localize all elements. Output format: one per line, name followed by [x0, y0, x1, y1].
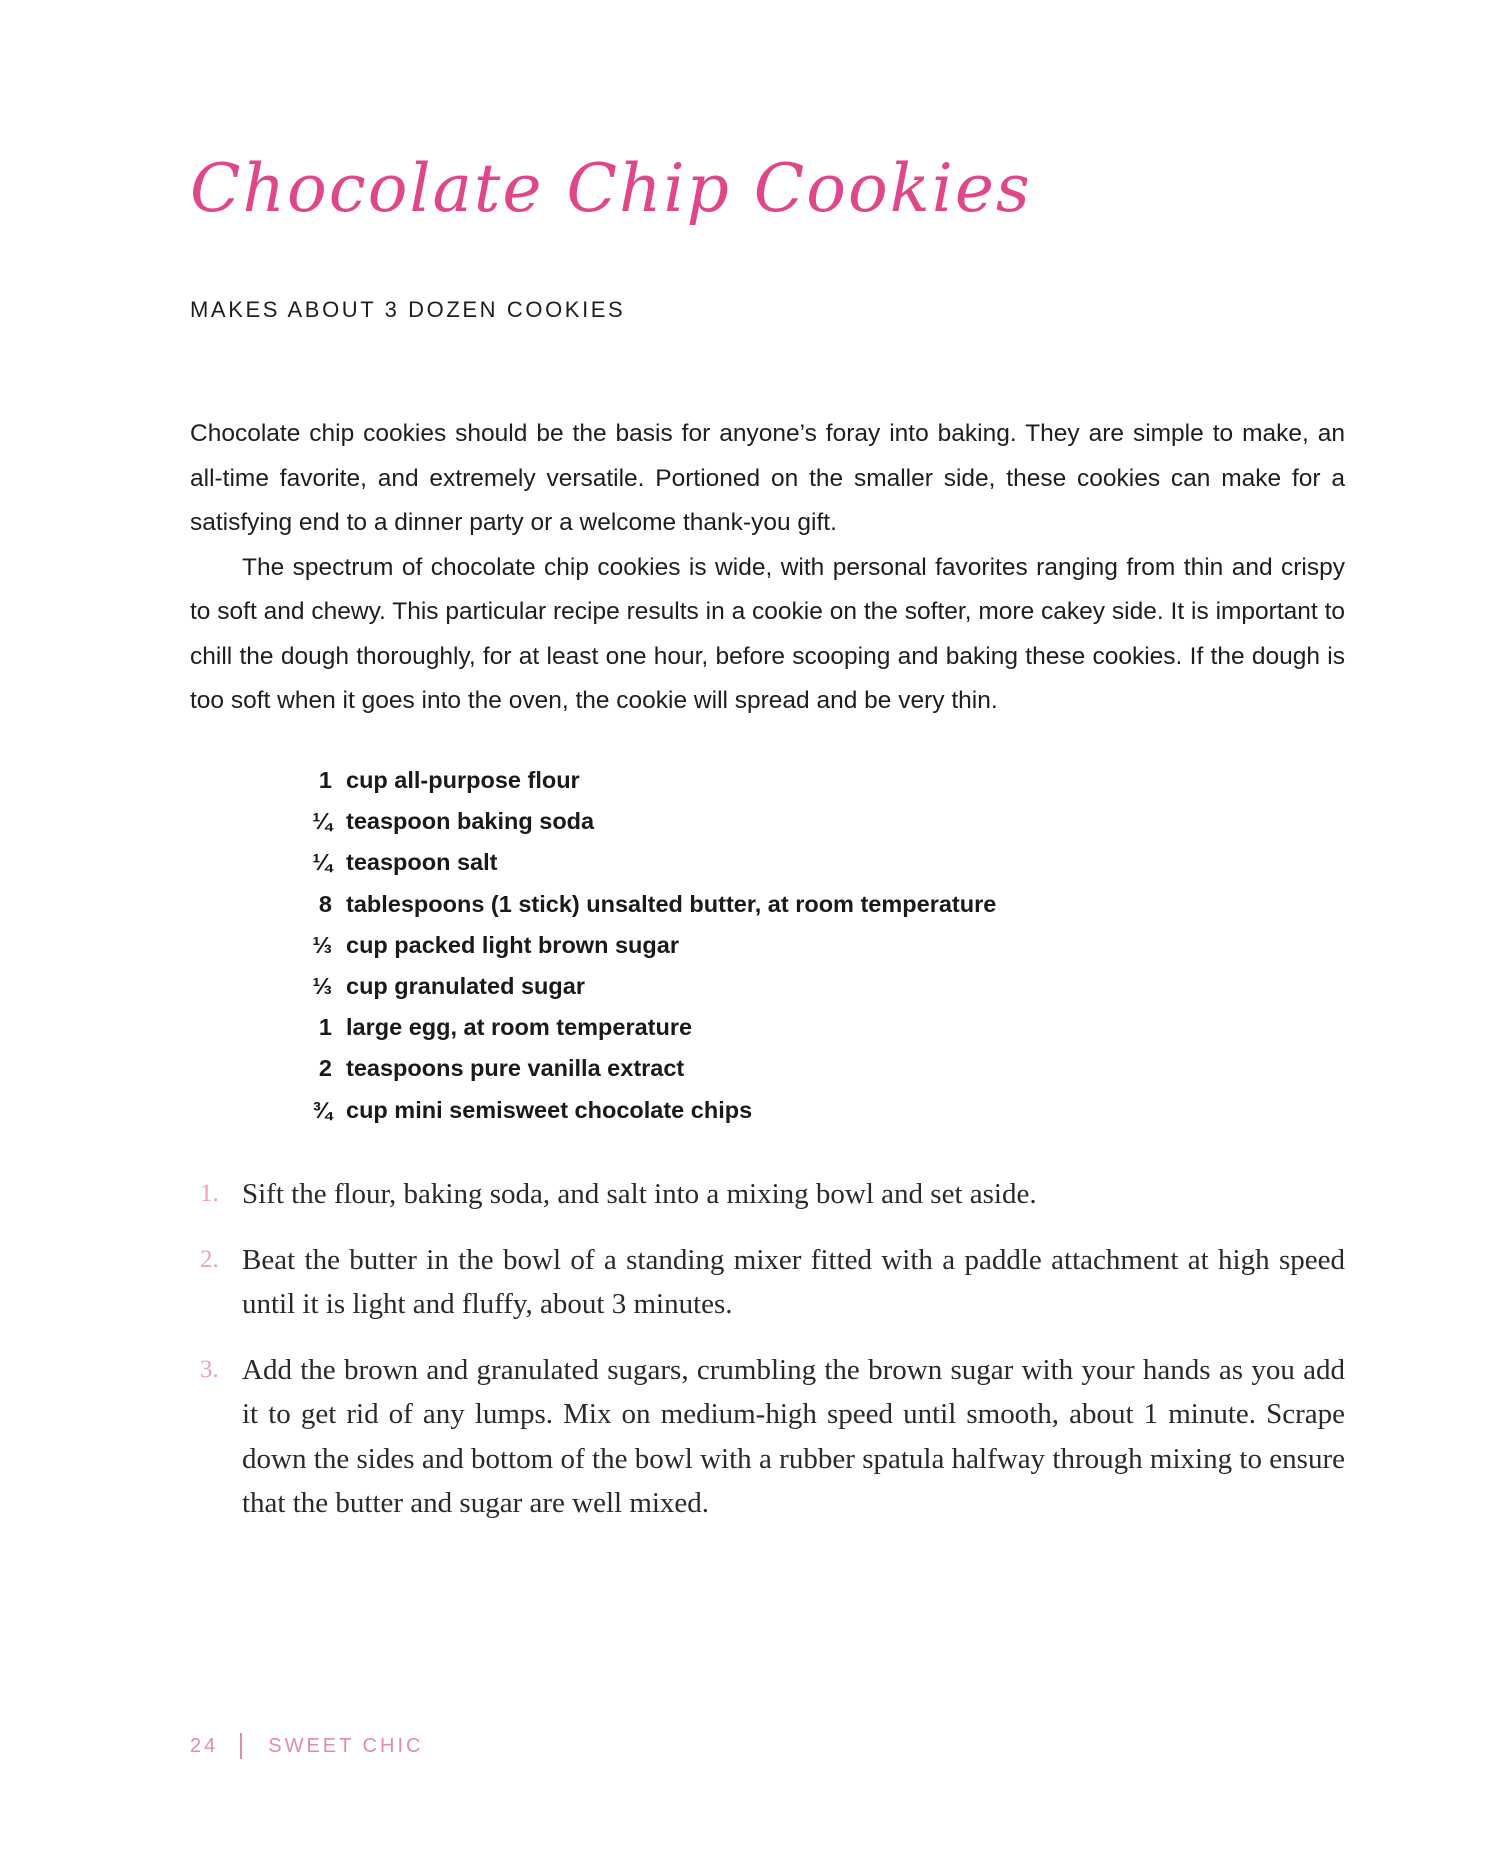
ingredient-item: [300, 1048, 996, 1089]
step-text: Sift the flour, baking soda, and salt into a mixing bowl and set aside.: [242, 1178, 1037, 1210]
ingredient-name: teaspoon baking soda: [346, 808, 595, 835]
ingredient-item: [300, 842, 996, 883]
ingredient-quantity: ¼: [312, 849, 332, 876]
ingredient-name: cup granulated sugar: [346, 973, 585, 1000]
step-item: [200, 1238, 1345, 1327]
book-title: SWEET CHIC: [268, 1734, 424, 1757]
intro-paragraph: Chocolate chip cookies should be the basis for anyone’s foray into baking. They are simple to make, an all-time favorite, and extremely versatile. Portioned on the smaller side, these cookies can make for a satisfying end to a dinner party or a welcome thank-you gift.: [190, 420, 1345, 536]
ingredient-name: large egg, at room temperature: [346, 1014, 693, 1041]
ingredient-item: [300, 925, 996, 966]
ingredient-name: cup all-purpose flour: [346, 767, 580, 793]
page-number: 24: [190, 1734, 219, 1757]
step-item: [200, 1172, 1345, 1217]
ingredient-quantity: ⅓: [312, 973, 332, 1000]
recipe-yield: MAKES ABOUT 3 DOZEN COOKIES: [190, 297, 626, 322]
step-number: 1.: [200, 1180, 219, 1207]
ingredient-name: teaspoons pure vanilla extract: [346, 1055, 685, 1082]
footer-divider: [240, 1733, 242, 1759]
ingredient-name: teaspoon salt: [346, 849, 498, 876]
recipe-intro: [190, 412, 1345, 724]
ingredient-quantity: 2: [318, 1055, 332, 1082]
ingredient-name: cup packed light brown sugar: [346, 931, 679, 958]
step-text: Beat the butter in the bowl of a standing mixer fitted with a paddle attachment at high speed until it is light and fluffy, about 3 minutes.: [242, 1243, 1345, 1320]
ingredient-name: tablespoons (1 stick) unsalted butter, at room temperature: [346, 890, 997, 917]
ingredient-item: [300, 1090, 996, 1131]
ingredient-item: [300, 966, 996, 1007]
ingredient-item: [300, 884, 996, 925]
ingredient-quantity: ¼: [312, 808, 332, 835]
page-footer: [190, 1733, 423, 1759]
ingredient-list: [300, 760, 996, 1131]
method-steps: [200, 1172, 1345, 1547]
ingredient-item: [300, 1007, 996, 1048]
ingredient-quantity: 8: [318, 890, 332, 917]
ingredient-item: [300, 760, 996, 801]
ingredient-name: cup mini semisweet chocolate chips: [346, 1096, 753, 1123]
step-text: Add the brown and granulated sugars, crumbling the brown sugar with your hands as you add it to get rid of any lumps. Mix on medium-high speed until smooth, about 1 minute. Scrape down the sides and bottom of the bowl with a rubber spatula halfway through mixing to ensure that the butter and sugar are well mixed.: [242, 1353, 1345, 1519]
step-number: 3.: [200, 1355, 219, 1383]
step-number: 2.: [200, 1245, 219, 1273]
ingredient-quantity: 1: [318, 767, 332, 793]
step-item: [200, 1348, 1345, 1526]
ingredient-quantity: ⅓: [312, 931, 332, 958]
ingredient-quantity: 1: [318, 1014, 332, 1041]
ingredient-item: [300, 801, 996, 842]
recipe-title: Chocolate Chip Cookies: [190, 150, 1032, 227]
intro-paragraph: The spectrum of chocolate chip cookies is wide, with personal favorites ranging from thin and crispy to soft and chewy. This particular recipe results in a cookie on the softer, more cakey side. It is important to chill the dough thoroughly, for at least one hour, before scooping and baking these cookies. If the dough is too soft when it goes into the oven, the cookie will spread and be very thin.: [190, 553, 1345, 714]
ingredient-quantity: ¾: [312, 1096, 332, 1123]
